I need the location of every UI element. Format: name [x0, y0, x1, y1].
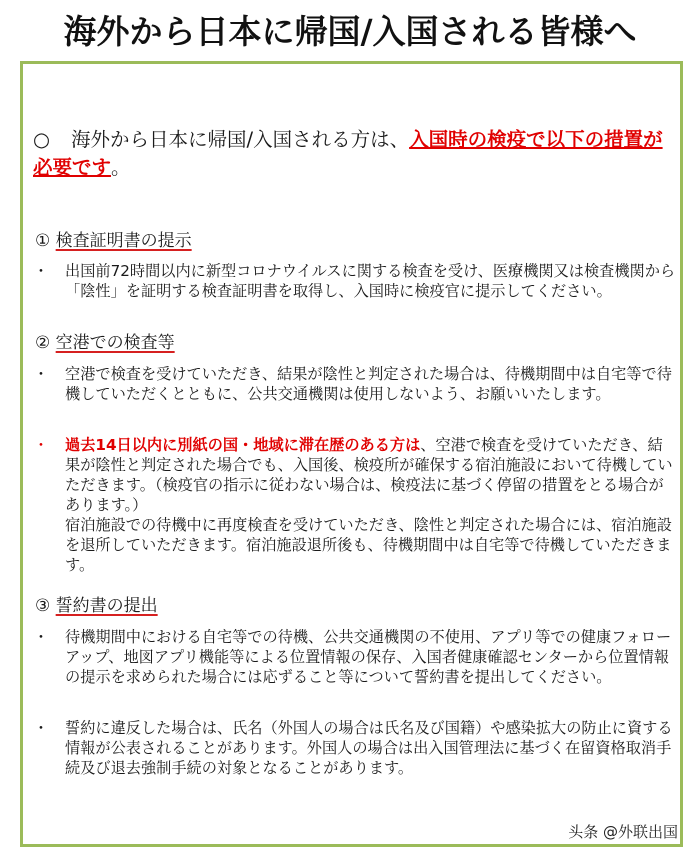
- bullet-text-continued: 宿泊施設での待機中に再度検査を受けていただき、陰性と判定された場合には、宿泊施設を退所していただきます。宿泊施設退所後も、待機期間中は自宅等で待機していただきます。: [65, 516, 672, 574]
- intro-paragraph: [33, 126, 673, 182]
- bullet-text: 出国前72時間以内に新型コロナウイルスに関する検査を受け、医療機関又は検査機関から「陰性」を証明する検査証明書を取得し、入国時に検疫官に提示してください。: [65, 262, 676, 300]
- list-item: [31, 364, 677, 404]
- watermark: 头条 @外联出国: [568, 823, 678, 841]
- bullet-icon: ・: [33, 719, 49, 737]
- section-title: 誓約書の提出: [55, 596, 158, 616]
- intro-end: 。: [111, 156, 131, 179]
- bullet-text: 、空港で検査を受けていただき、結果が陰性と判定された場合でも、入国後、検疫所が確保する宿泊施設において待機していただきます。（検疫官の指示に従わない場合は、検疫法に基づく停留の措置をとる場合があります。）: [65, 436, 673, 514]
- section-number: ③: [35, 596, 51, 616]
- list-item: [31, 261, 677, 301]
- intro-text: 海外から日本に帰国/入国される方は、: [71, 128, 410, 151]
- page-title: 海外から日本に帰国/入国される皆様へ: [63, 12, 637, 51]
- bullet-emphasis: 過去14日以内に別紙の国・地域に滞在歴のある方は: [65, 436, 421, 454]
- section-heading-1: [35, 230, 192, 252]
- section-title: 検査証明書の提示: [55, 231, 192, 251]
- bullet-icon: ・: [33, 628, 49, 646]
- list-item: [31, 627, 677, 687]
- list-item: [31, 435, 677, 575]
- bullet-icon: ・: [33, 262, 49, 280]
- section-number: ①: [35, 231, 51, 251]
- intro-emphasis: 入国時の検疫で以下の措置が必要です: [33, 128, 663, 179]
- bullet-text: 誓約に違反した場合は、氏名（外国人の場合は氏名及び国籍）や感染拡大の防止に資する情報が公表されることがあります。外国人の場合は出入国管理法に基づく在留資格取消手続及び退去強制手続の対象となることがあります。: [65, 719, 673, 777]
- section-heading-2: [35, 332, 175, 354]
- section-title: 空港での検査等: [55, 333, 175, 353]
- bullet-icon: ・: [33, 365, 49, 383]
- section-number: ②: [35, 333, 51, 353]
- bullet-text: 空港で検査を受けていただき、結果が陰性と判定された場合は、待機期間中は自宅等で待機していただくとともに、公共交通機関は使用しないよう、お願いいたします。: [65, 365, 672, 403]
- bullet-text: 待機期間中における自宅等での待機、公共交通機関の不使用、アプリ等での健康フォローアップ、地図アプリ機能等による位置情報の保存、入国者健康確認センターから位置情報の提示を求められた場合には応ずること等について誓約書を提出してください。: [65, 628, 672, 686]
- notice-frame: [20, 61, 683, 847]
- bullet-icon: ・: [33, 436, 49, 454]
- section-heading-3: [35, 595, 158, 617]
- list-item: [31, 718, 677, 778]
- circle-marker-icon: ○: [33, 128, 51, 151]
